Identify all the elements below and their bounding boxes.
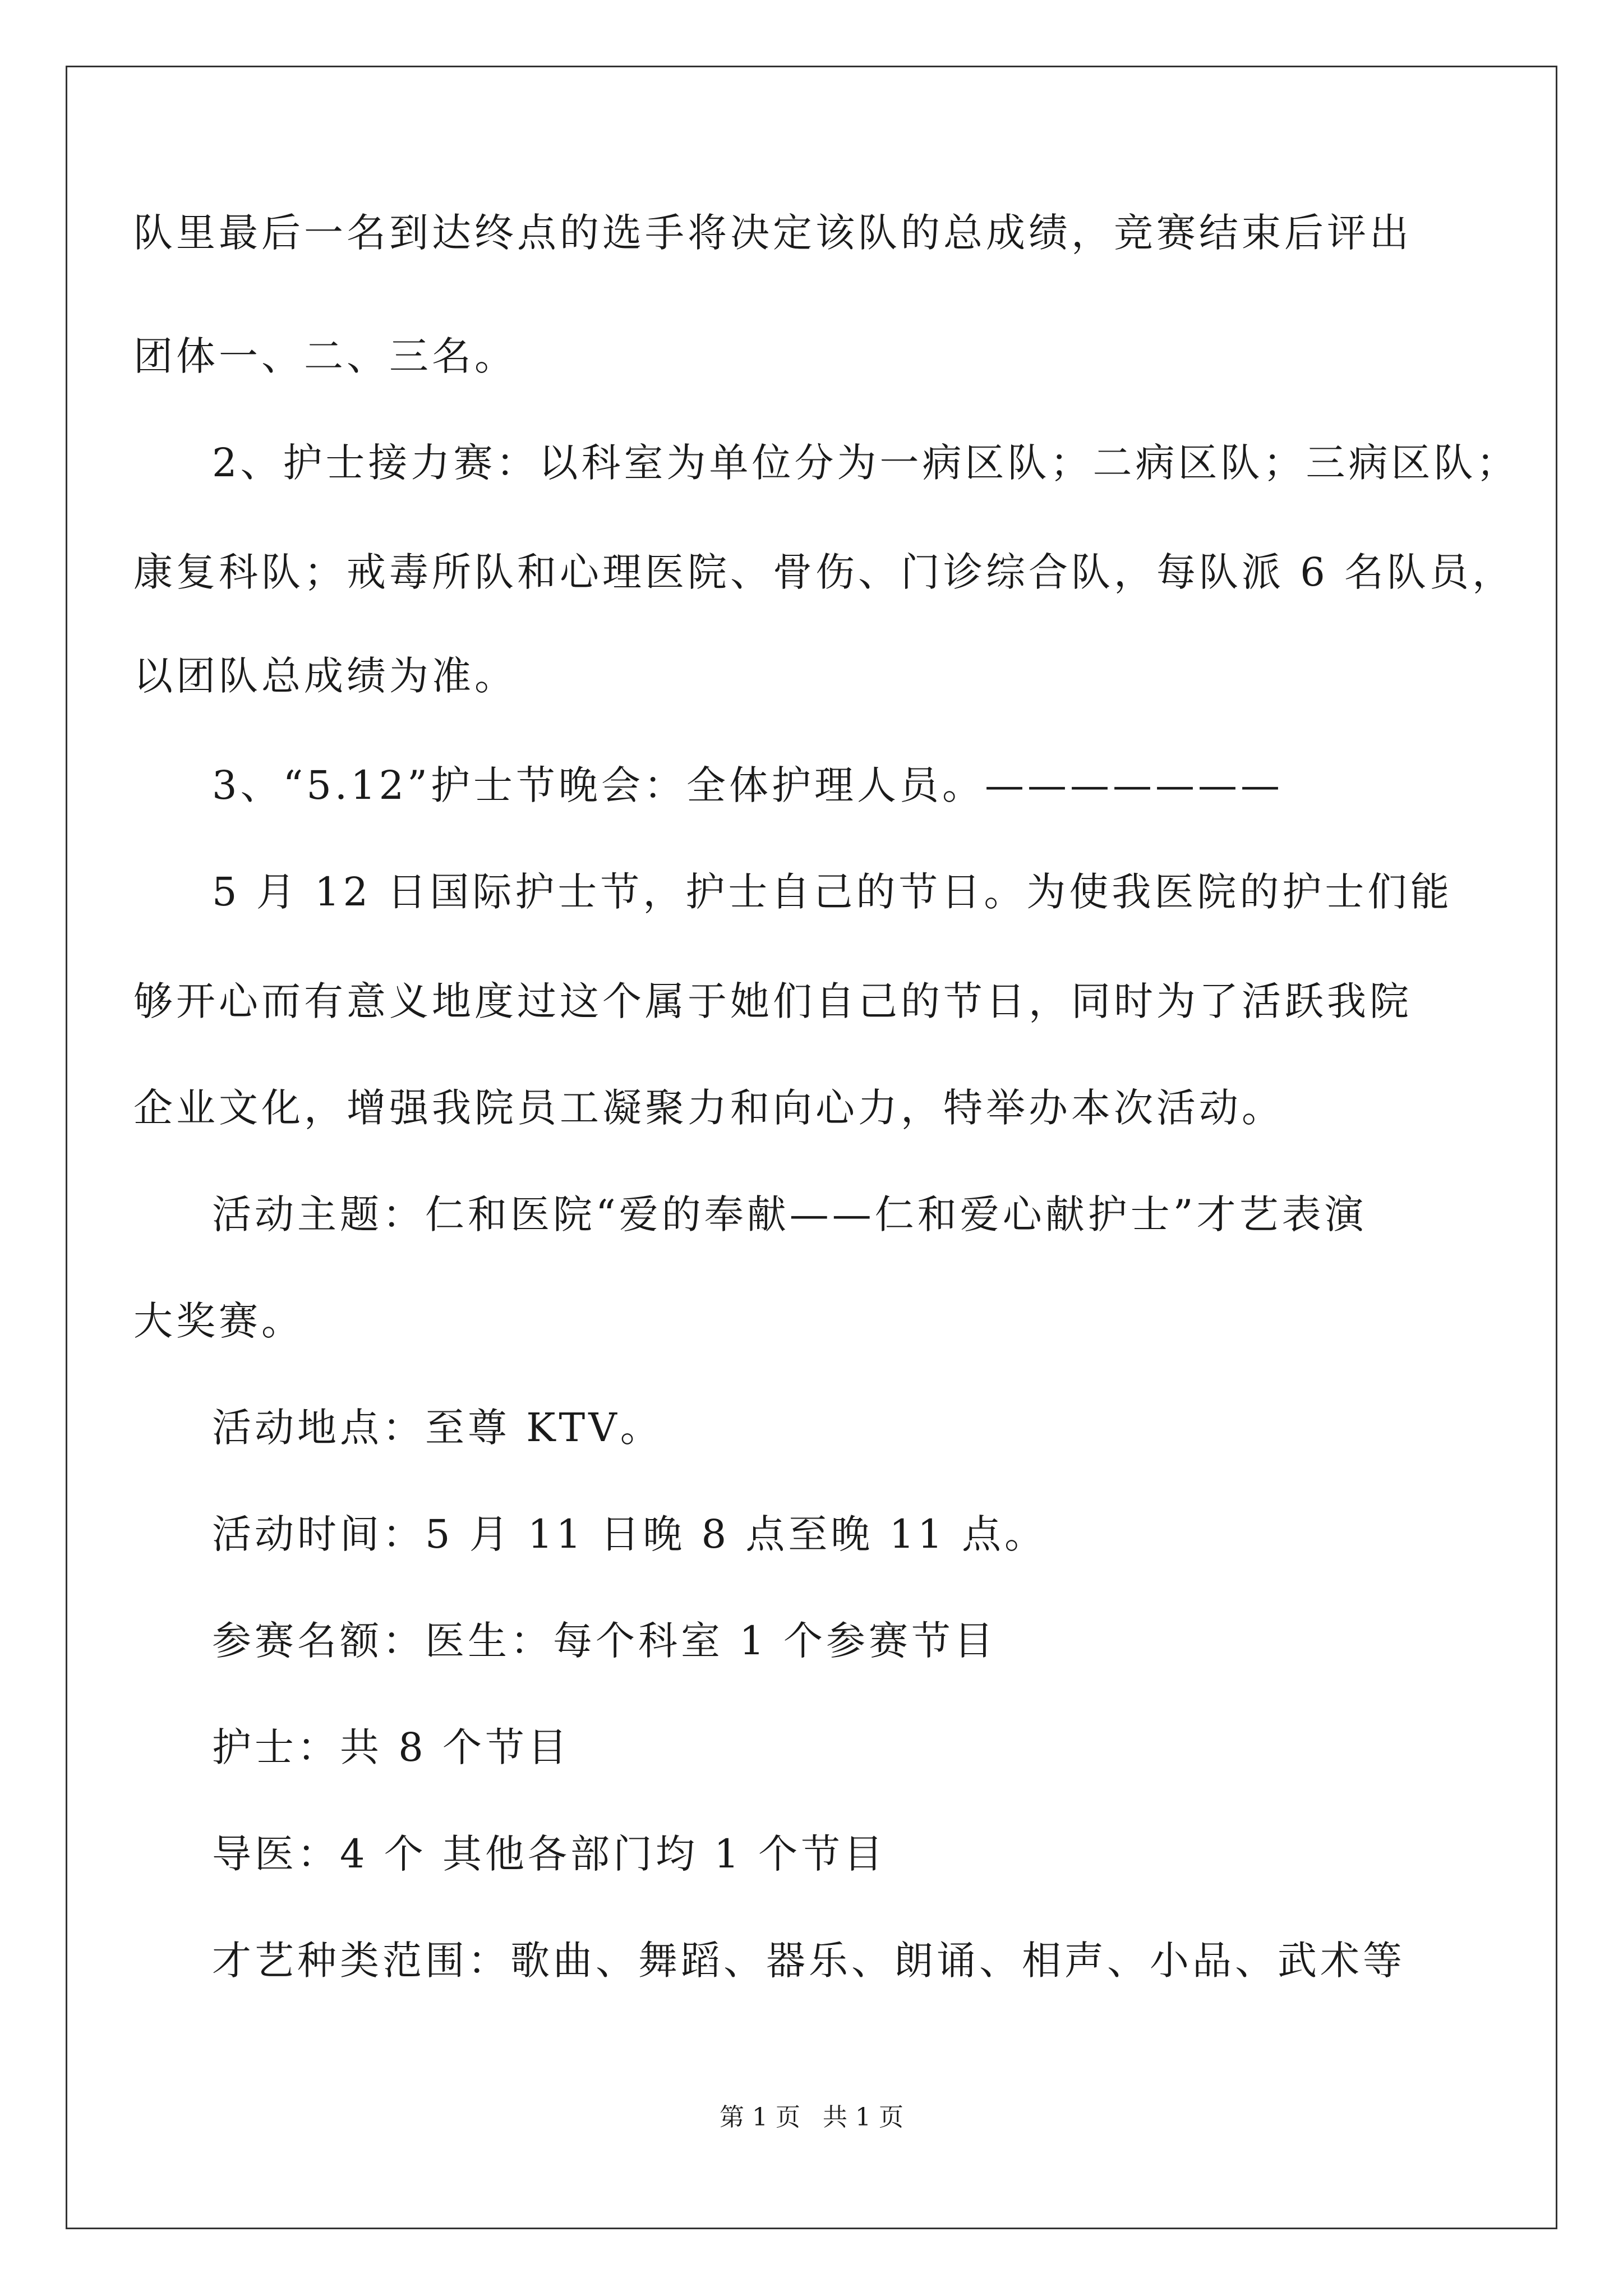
text-line: 2、护士接力赛：以科室为单位分为一病区队；二病区队；三病区队； [212,440,1519,486]
text-line: 大奖赛。 [133,1298,304,1344]
text-line: 导医：4 个 其他各部门均 1 个节目 [212,1831,887,1877]
page-footer [0,2101,1623,2134]
text-line: 活动主题：仁和医院“爱的奉献——仁和爱心献护士”才艺表演 [212,1191,1367,1237]
page-total: 共 1 页 [823,2103,903,2132]
text-line: 团体一、二、三名。 [133,333,517,379]
text-line: 够开心而有意义地度过这个属于她们自己的节日，同时为了活跃我院 [133,978,1412,1024]
text-line: 以团队总成绩为准。 [133,653,517,699]
text-line: 护士：共 8 个节目 [212,1724,571,1770]
text-line: 参赛名额：医生：每个科室 1 个参赛节目 [212,1618,997,1664]
text-line: 队里最后一名到达终点的选手将决定该队的总成绩，竞赛结束后评出 [133,210,1412,256]
text-line: 企业文化，增强我院员工凝聚力和向心力，特举办本次活动。 [133,1085,1284,1131]
text-line: 5 月 12 日国际护士节，护士自己的节日。为使我医院的护士们能 [212,869,1453,915]
page-border [66,66,1557,2229]
text-line: 康复科队；戒毒所队和心理医院、骨伤、门诊综合队，每队派 6 名队员， [133,549,1515,595]
text-line: 才艺种类范围：歌曲、舞蹈、器乐、朗诵、相声、小品、武术等 [212,1938,1405,1984]
page-number: 第 1 页 [720,2103,800,2132]
text-line: 3、“5.12”护士节晚会：全体护理人员。——————— [212,762,1283,808]
text-line: 活动时间：5 月 11 日晚 8 点至晚 11 点。 [212,1511,1047,1557]
text-line: 活动地点：至尊 KTV。 [212,1405,663,1451]
